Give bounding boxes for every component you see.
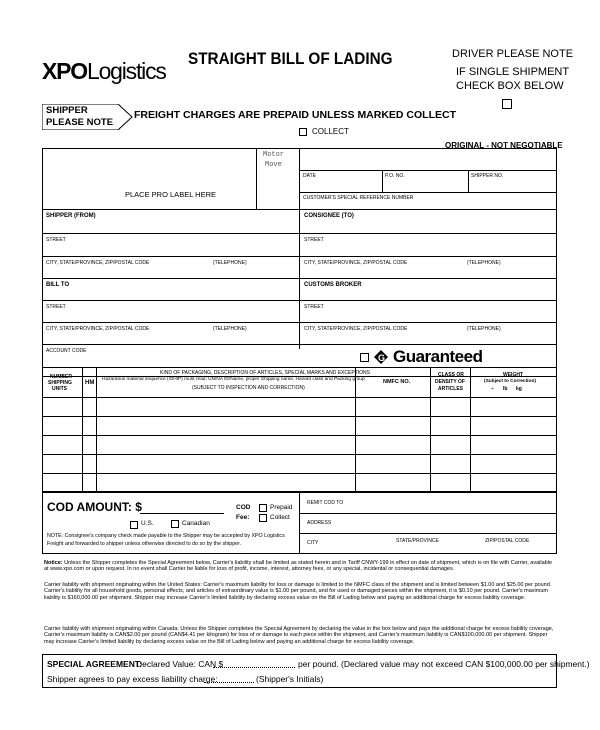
driver-note-line3: CHECK BOX BELOW [456,80,564,92]
cod-canadian-checkbox[interactable] [171,520,179,528]
notice-lead: Notice: [44,560,63,566]
col-class-2: DENSITY OF [435,379,465,385]
consignee-telephone-label: (TELEPHONE) [467,260,501,266]
col-class-3: ARTICLES [438,386,463,392]
special-ref-label: CUSTOMER'S SPECIAL REFERENCE NUMBER [303,195,414,201]
billto-city-label: CITY, STATE/PROVINCE, ZIP/POSTAL CODE [46,326,150,332]
po-no-label: P.O. NO. [385,173,405,179]
remit-address-label: ADDRESS [307,520,332,526]
freight-charges-text: FREIGHT CHARGES ARE PREPAID UNLESS MARKED COLLECT [134,109,457,121]
declared-value-line[interactable] [213,667,295,668]
single-shipment-checkbox[interactable] [502,99,512,109]
shipper-note-line2: PLEASE NOTE [46,117,114,128]
date-label: DATE [303,173,316,179]
guaranteed-icon [373,349,389,365]
notice-us-text: Unless the Shipper completes the Special Agreement below, Carrier's liability shall be limited as stated herein and in Tariff CNWY-199 in effect on date of shipment, which is on file with Carrier, available at www.xpo.com or upon request. In no event shall Carrier be liable for loss of profit, income, interest, attorney fees, or any special, incidental or consequential damages. [44,560,553,573]
remit-zip-label: ZIP/POSTAL CODE [485,538,530,544]
motor-move-line2: Move [265,161,282,169]
fee-collect-label: Collect [270,514,290,521]
logo-logistics-text: Logistics [86,58,166,84]
remit-cod-label: REMIT COD TO [307,500,344,506]
cod-us-checkbox[interactable] [130,521,138,529]
agrees-label: Shipper agrees to pay excess liability charge: [47,674,218,684]
page-title: STRAIGHT BILL OF LADING [188,49,393,68]
col-class-1: CLASS OR [438,372,464,378]
shipper-telephone-label: (TELEPHONE) [213,260,247,266]
fee-label: Fee: [236,514,250,521]
col-weight-1: WEIGHT [503,372,523,378]
special-agreement-label: SPECIAL AGREEMENT: [47,659,142,669]
fee-prepaid-label: Prepaid [270,504,293,511]
cod-label: COD [236,504,251,511]
fee-collect-checkbox[interactable] [259,514,267,522]
consignee-city-label: CITY, STATE/PROVINCE, ZIP/POSTAL CODE [304,260,408,266]
account-code-label: ACCOUNT CODE [46,348,87,354]
broker-telephone-label: (TELEPHONE) [467,326,501,332]
initials-label: (Shipper's Initials) [256,674,324,684]
cod-canadian-label: Canadian [182,520,210,527]
bill-to-label: BILL TO [46,282,70,288]
cod-check-note: NOTE: Consignee's company check made payable to the Shipper may be accepted by XPO Logistics Freight and forwarded to shipper unless otherwise directed to do so by the shipper. [47,533,285,547]
guaranteed-icon-letter: G [378,353,386,363]
logo-xpo-text: XPO [42,58,87,84]
col-units-3: UNITS [52,386,67,392]
col-weight-2: (Subject to Correction) [484,379,536,384]
liability-us: Carrier liability with shipment originating within the United States: Carrier's maximum liability for loss or damage is limited to the NMFC class of the shipment and is limited between $1.00 and $25.00 per pound. Carrier's liability for all household goods, personal effects, and articles of extraordinary value is $1.00 per pound, and for used or damaged pieces within the shipment, it is $0.10 per pound. Carrier's maximum liability is $160,000.00 per shipment. Shipper may increase Carrier's limited liability by declaring excess value on the Bill of Lading below and paying an additional charge for excess liability coverage. [44,582,552,601]
shipper-street-label: STREET [46,237,66,243]
original-label: ORIGINAL - NOT NEGOTIABLE [445,141,563,150]
shipper-no-label: SHIPPER NO. [471,173,504,179]
guaranteed-label: Guaranteed [393,347,483,366]
cod-amount-line[interactable] [140,513,224,514]
driver-note-line2: IF SINGLE SHIPMENT [456,66,570,78]
col-units-2: SHIPPING [48,380,72,386]
shipper-city-label: CITY, STATE/PROVINCE, ZIP/POSTAL CODE [46,260,150,266]
col-desc-3: (SUBJECT TO INSPECTION AND CORRECTION) [192,385,305,391]
col-weight-kg: kg [516,386,522,392]
col-weight-lb: lb [503,386,508,392]
remit-state-label: STATE/PROVINCE [396,538,439,544]
billto-street-label: STREET [46,304,66,310]
guaranteed-checkbox[interactable] [360,353,369,362]
consignee-street-label: STREET [304,237,324,243]
initials-line[interactable] [204,682,254,683]
col-hm: HM [85,380,95,386]
broker-city-label: CITY, STATE/PROVINCE, ZIP/POSTAL CODE [304,326,408,332]
col-desc-1: KIND OF PACKAGING, DESCRIPTION OF ARTICLES, SPECIAL MARKS AND EXCEPTIONS [160,370,370,376]
shipper-from-label: SHIPPER (FROM) [46,213,96,219]
declared-value-label: Declared Value: CAN $ [136,659,224,669]
notice-us [44,560,558,580]
driver-note-line1: DRIVER PLEASE NOTE [452,48,574,60]
liability-canada: Carrier liability with shipment originating within Canada: Unless the Shipper completes the Special Agreement by declaring the value in the box below and pays the additional charge for excess liability coverage, Carrier's maximum liability is CAN$2.00 per pound (CAN$4.41 per kilogram) for loss of or damage to each piece within the shipment, and Carrier's maximum liability is CAN$100,000.00 per shipment. Shipper may increase Carrier's limited liability by declaring excess value on the Bill of Lading below and paying an additional charge for excess liability coverage. [44,626,554,645]
billto-telephone-label: (TELEPHONE) [213,326,247,332]
cod-us-label: U.S. [141,520,154,527]
collect-checkbox[interactable] [299,128,307,136]
shipper-note-line1: SHIPPER [46,105,88,116]
cod-amount-label: COD AMOUNT: $ [47,500,142,514]
collect-label: COLLECT [312,127,349,136]
broker-street-label: STREET [304,304,324,310]
col-weight-sep: ÷ [491,386,494,392]
fee-prepaid-checkbox[interactable] [259,504,267,512]
motor-move-line1: Motor [263,151,285,159]
company-logo [42,58,166,85]
col-nmfc: NMFC NO. [383,379,411,385]
col-units-1: NUMBER [50,374,72,380]
customs-broker-label: CUSTOMS BROKER [304,282,362,288]
consignee-to-label: CONSIGNEE (TO) [304,213,354,219]
per-pound-text: per pound. (Declared value may not exceed CAN $100,000.00 per shipment.) [298,659,590,669]
col-desc-2: Hazardous material sequence (ISHIP) must read: UN/NA ID/Name, proper Shipping name, Hazard class and Packing group [102,377,365,382]
remit-city-label: CITY [307,540,319,546]
pro-label-area: PLACE PRO LABEL HERE [125,190,217,199]
